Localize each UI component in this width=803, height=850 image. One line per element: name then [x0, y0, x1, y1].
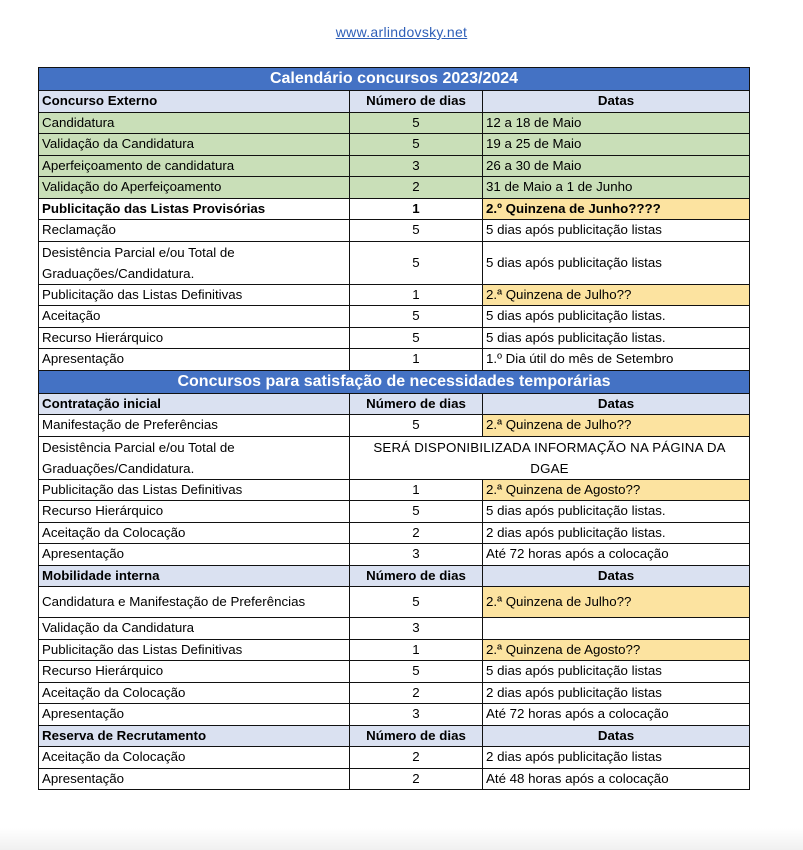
title-row [39, 68, 750, 91]
table-title: Calendário concursos 2023/2024 [39, 68, 750, 91]
row-label: Reclamação [39, 220, 350, 242]
row-label: Recurso Hierárquico [39, 501, 350, 523]
header-days: Número de dias [350, 393, 483, 415]
table-row [39, 349, 750, 371]
row-date: 2 dias após publicitação listas [483, 682, 750, 704]
table-row [39, 587, 750, 618]
section-title-temporarias: Concursos para satisfação de necessidades temporárias [39, 370, 750, 393]
row-days: 3 [350, 618, 483, 640]
table-row [39, 479, 750, 501]
row-label: Apresentação [39, 544, 350, 566]
row-date: Até 72 horas após a colocação [483, 544, 750, 566]
row-days: 1 [350, 639, 483, 661]
row-days: 1 [350, 479, 483, 501]
dgae-info-notice: SERÁ DISPONIBILIZADA INFORMAÇÃO NA PÁGINA DA DGAE [350, 436, 750, 479]
row-date: 12 a 18 de Maio [483, 112, 750, 134]
site-link[interactable]: www.arlindovsky.net [335, 24, 468, 40]
table-row [39, 436, 750, 479]
row-days: 2 [350, 747, 483, 769]
row-label: Manifestação de Preferências [39, 415, 350, 437]
table-row [39, 177, 750, 199]
row-label: Validação do Aperfeiçoamento [39, 177, 350, 199]
row-label: Recurso Hierárquico [39, 661, 350, 683]
row-date: 2 dias após publicitação listas. [483, 522, 750, 544]
table-row [39, 747, 750, 769]
row-date: 5 dias após publicitação listas [483, 220, 750, 242]
table-row [39, 198, 750, 220]
row-date: 5 dias após publicitação listas. [483, 306, 750, 328]
header-section: Concurso Externo [39, 91, 350, 113]
row-label: Validação da Candidatura [39, 618, 350, 640]
row-days: 5 [350, 327, 483, 349]
table-row [39, 661, 750, 683]
row-days: 2 [350, 682, 483, 704]
row-label: Aperfeiçoamento de candidatura [39, 155, 350, 177]
row-days: 5 [350, 306, 483, 328]
header-section: Mobilidade interna [39, 565, 350, 587]
table-row [39, 134, 750, 156]
row-days: 5 [350, 661, 483, 683]
table-row [39, 544, 750, 566]
row-days: 1 [350, 349, 483, 371]
row-label: Recurso Hierárquico [39, 327, 350, 349]
row-label: Apresentação [39, 768, 350, 790]
row-days: 5 [350, 241, 483, 284]
row-label: Apresentação [39, 349, 350, 371]
header-dates: Datas [483, 393, 750, 415]
row-label: Publicitação das Listas Definitivas [39, 639, 350, 661]
row-label: Validação da Candidatura [39, 134, 350, 156]
table-row [39, 155, 750, 177]
row-days: 3 [350, 155, 483, 177]
table-row [39, 768, 750, 790]
title-row [39, 370, 750, 393]
header-section: Contratação inicial [39, 393, 350, 415]
row-label: Aceitação da Colocação [39, 747, 350, 769]
row-label: Desistência Parcial e/ou Total de Graduações/Candidatura. [39, 241, 350, 284]
row-label: Publicitação das Listas Definitivas [39, 479, 350, 501]
row-label: Aceitação da Colocação [39, 682, 350, 704]
table-row [39, 501, 750, 523]
table-row [39, 415, 750, 437]
row-days: 2 [350, 177, 483, 199]
row-days: 3 [350, 544, 483, 566]
row-date: 2.ª Quinzena de Agosto?? [483, 479, 750, 501]
table-row [39, 306, 750, 328]
row-days: 5 [350, 134, 483, 156]
row-date: 5 dias após publicitação listas [483, 661, 750, 683]
table-row [39, 682, 750, 704]
header-days: Número de dias [350, 91, 483, 113]
row-date: 2.ª Quinzena de Julho?? [483, 415, 750, 437]
row-label: Aceitação [39, 306, 350, 328]
section-header-mobilidade-interna [39, 565, 750, 587]
header-dates: Datas [483, 565, 750, 587]
calendar-table [38, 67, 750, 790]
row-label: Publicitação das Listas Provisórias [39, 198, 350, 220]
row-date: 1.º Dia útil do mês de Setembro [483, 349, 750, 371]
row-date: 2.ª Quinzena de Julho?? [483, 284, 750, 306]
row-days: 2 [350, 768, 483, 790]
row-date: 2.ª Quinzena de Julho?? [483, 587, 750, 618]
row-date: 5 dias após publicitação listas. [483, 501, 750, 523]
table-row [39, 639, 750, 661]
table-row [39, 327, 750, 349]
row-days: 1 [350, 284, 483, 306]
row-date: Até 72 horas após a colocação [483, 704, 750, 726]
row-label: Aceitação da Colocação [39, 522, 350, 544]
row-days: 5 [350, 415, 483, 437]
table-row [39, 220, 750, 242]
bottom-bar [0, 828, 803, 850]
section-header-concurso-externo [39, 91, 750, 113]
section-header-reserva-recrutamento [39, 725, 750, 747]
header-dates: Datas [483, 91, 750, 113]
row-date: Até 48 horas após a colocação [483, 768, 750, 790]
row-date: 5 dias após publicitação listas [483, 241, 750, 284]
row-date: 2.ª Quinzena de Agosto?? [483, 639, 750, 661]
row-days: 5 [350, 220, 483, 242]
table-row [39, 284, 750, 306]
row-days: 2 [350, 522, 483, 544]
row-label: Publicitação das Listas Definitivas [39, 284, 350, 306]
header-section: Reserva de Recrutamento [39, 725, 350, 747]
row-label: Candidatura e Manifestação de Preferências [39, 587, 350, 618]
row-days: 5 [350, 587, 483, 618]
row-date: 2 dias após publicitação listas [483, 747, 750, 769]
row-date: 19 a 25 de Maio [483, 134, 750, 156]
row-date: 26 a 30 de Maio [483, 155, 750, 177]
row-date: 31 de Maio a 1 de Junho [483, 177, 750, 199]
row-label: Candidatura [39, 112, 350, 134]
row-date: 5 dias após publicitação listas. [483, 327, 750, 349]
row-days: 1 [350, 198, 483, 220]
row-date: 2.º Quinzena de Junho???? [483, 198, 750, 220]
table-row [39, 704, 750, 726]
header-days: Número de dias [350, 565, 483, 587]
header-days: Número de dias [350, 725, 483, 747]
table-row [39, 241, 750, 284]
section-header-contratacao-inicial [39, 393, 750, 415]
row-days: 3 [350, 704, 483, 726]
table-row [39, 112, 750, 134]
table-row [39, 522, 750, 544]
row-date [483, 618, 750, 640]
row-label: Apresentação [39, 704, 350, 726]
row-days: 5 [350, 112, 483, 134]
row-days: 5 [350, 501, 483, 523]
header-dates: Datas [483, 725, 750, 747]
table-row [39, 618, 750, 640]
row-label: Desistência Parcial e/ou Total de Graduações/Candidatura. [39, 436, 350, 479]
